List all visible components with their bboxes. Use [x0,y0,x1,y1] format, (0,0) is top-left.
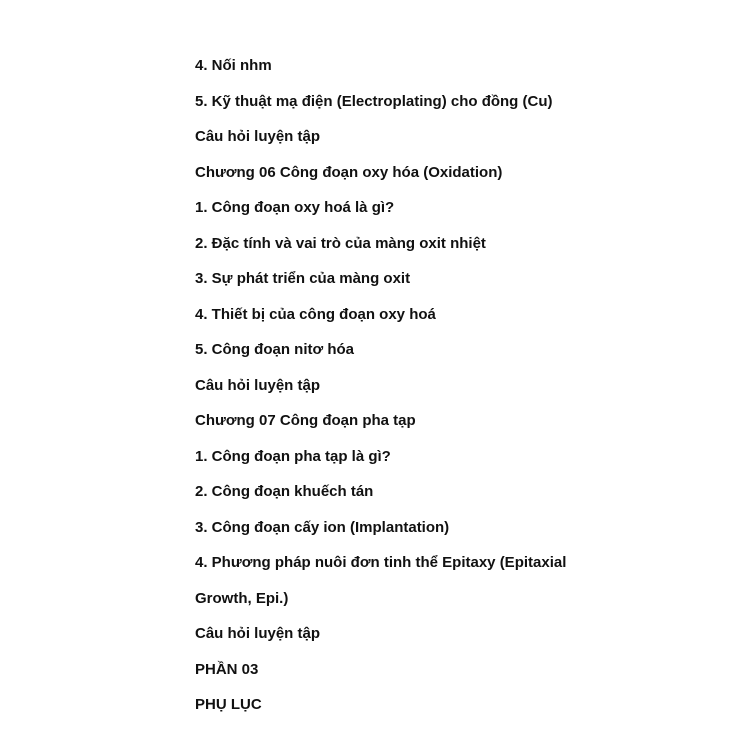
toc-chapter-06-heading: Chương 06 Công đoạn oxy hóa (Oxidation) [195,163,503,181]
toc-part-03-heading: PHẦN 03 [195,660,259,678]
toc-item-practice-questions: Câu hỏi luyện tập [195,625,321,642]
toc-appendix-heading: PHỤ LỤC [195,696,262,713]
toc-item-ion-implantation: 3. Công đoạn cấy ion (Implantation) [195,518,450,536]
toc-item-practice-questions: Câu hỏi luyện tập [195,376,321,394]
toc-item-oxidation-equipment: 4. Thiết bị của công đoạn oxy hoá [195,305,436,323]
table-of-contents [195,48,715,723]
toc-item-oxidation-definition: 1. Công đoạn oxy hoá là gì? [195,199,395,216]
toc-item-nitridation: 5. Công đoạn nitơ hóa [195,341,354,358]
toc-item-epitaxy-continued: Growth, Epi.) [195,589,289,607]
toc-item-doping-definition: 1. Công đoạn pha tạp là gì? [195,447,391,465]
toc-item-electroplating: 5. Kỹ thuật mạ điện (Electroplating) cho đồng (Cu) [195,92,553,110]
toc-item-oxide-growth: 3. Sự phát triển của màng oxit [195,270,411,287]
toc-item-diffusion: 2. Công đoạn khuếch tán [195,483,374,500]
toc-item-thermal-oxide-properties: 2. Đặc tính và vai trò của màng oxit nhiệt [195,234,486,252]
toc-item-noi-nhm: 4. Nối nhm [195,57,272,74]
toc-item-epitaxy: 4. Phương pháp nuôi đơn tinh thể Epitaxy (Epitaxial [195,554,567,571]
toc-chapter-07-heading: Chương 07 Công đoạn pha tạp [195,412,416,429]
toc-item-practice-questions: Câu hỏi luyện tập [195,128,321,145]
